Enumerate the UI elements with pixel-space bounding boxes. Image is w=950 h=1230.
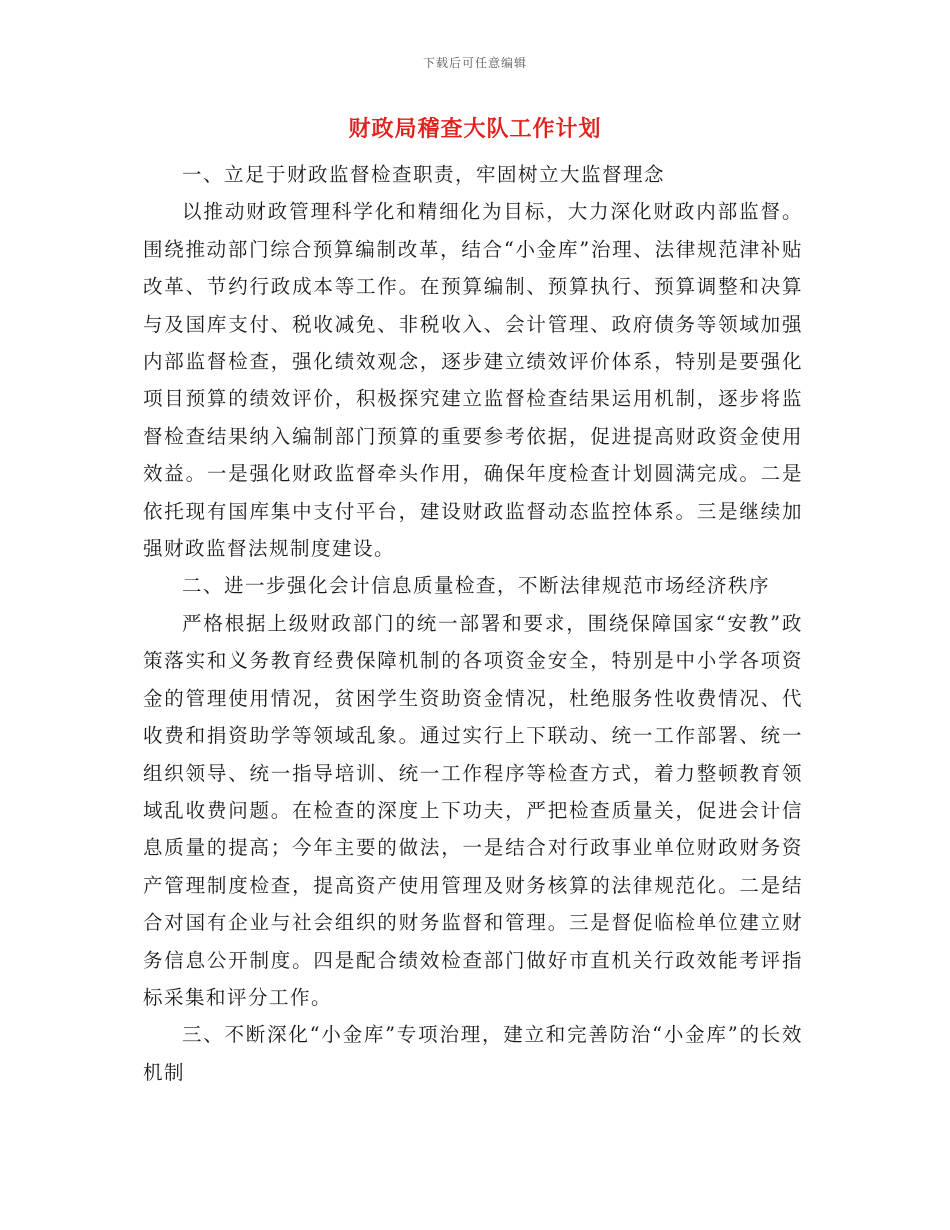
document-title: 财政局稽查大队工作计划 — [348, 117, 602, 142]
header-note: 下载后可任意编辑 — [422, 56, 527, 70]
document-body — [143, 156, 803, 1091]
section-heading-1: 一、立足于财政监督检查职责，牢固树立大监督理念 — [182, 163, 666, 186]
section-heading-2: 二、进一步强化会计信息质量检查，不断法律规范市场经济秩序 — [182, 574, 771, 598]
paragraph-2: 严格根据上级财政部门的统一部署和要求，围绕保障国家“安教”政策落实和义务教育经费保障机制的各项资金安全，特别是中小学各项资金的管理使用情况，贫困学生资助资金情况，杜绝服务性收费情况、代收费和捐资助学等领域乱象。通过实行上下联动、统一工作部署、统一组织领导、统一指导培训、统一工作程序等检查方式，着力整顿教育领域乱收费问题。在检查的深度上下功夫，严把检查质量关，促进会计信息质量的提高；今年主要的做法，一是结合对行政事业单位财政财务资产管理制度检查，提高资产使用管理及财务核算的法律规范化。二是结合对国有企业与社会组织的财务监督和管理。三是督促临检单位建立财务信息公开制度。四是配合绩效检查部门做好市直机关行政效能考评指标采集和评分工作。 — [143, 611, 803, 1009]
paragraph-1: 以推动财政管理科学化和精细化为目标，大力深化财政内部监督。围绕推动部门综合预算编制改革，结合“小金库”治理、法律规范津补贴改革、节约行政成本等工作。在预算编制、预算执行、预算调整和决算与及国库支付、税收减免、非税收入、会计管理、政府债务等领域加强内部监督检查，强化绩效观念，逐步建立绩效评价体系，特别是要强化项目预算的绩效评价，积极探究建立监督检查结果运用机制，逐步将监督检查结果纳入编制部门预算的重要参考依据，促进提高财政资金使用效益。一是强化财政监督牵头作用，确保年度检查计划圆满完成。二是依托现有国库集中支付平台，建设财政监督动态监控体系。三是继续加强财政监督法规制度建设。 — [143, 200, 803, 561]
section-heading-3: 三、不断深化“小金库”专项治理，建立和完善防治“小金库”的长效机制 — [143, 1023, 803, 1084]
